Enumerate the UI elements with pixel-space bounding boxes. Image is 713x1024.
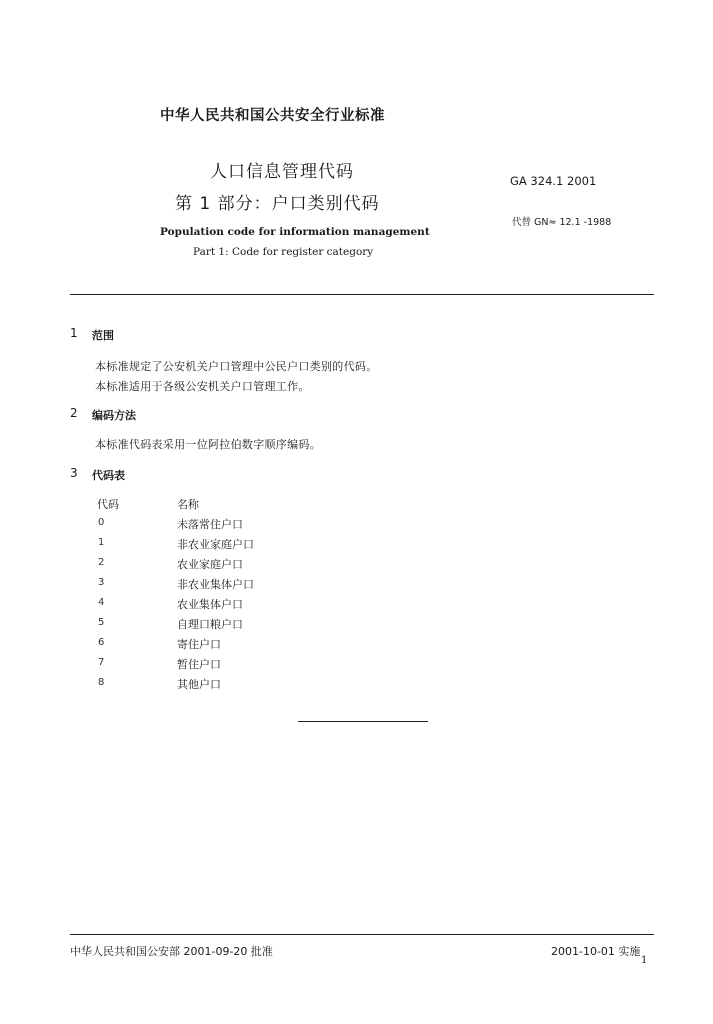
row-name: 其他户口: [177, 678, 221, 691]
row-code: 4: [98, 597, 105, 608]
row-code: 6: [98, 637, 105, 648]
row-code: 7: [98, 657, 105, 668]
row-code: 2: [98, 557, 105, 568]
section-1-paragraph: 本标准适用于各级公安机关户口管理工作。: [95, 380, 310, 393]
row-name: 未落常住户口: [177, 518, 243, 531]
standard-number: GA 324.1 2001: [510, 174, 597, 188]
row-code: 8: [98, 677, 105, 688]
section-3-number: 3: [70, 466, 78, 480]
section-1-number: 1: [70, 326, 78, 340]
section-3-title: 代码表: [92, 469, 125, 482]
page-number: 1: [641, 955, 648, 966]
row-name: 农业家庭户口: [177, 558, 243, 571]
document-title-en-line2: Part 1: Code for register category: [193, 246, 374, 258]
row-code: 0: [98, 517, 105, 528]
approval-date: 中华人民共和国公安部 2001-09-20 批准: [70, 945, 273, 958]
row-code: 3: [98, 577, 105, 588]
table-header-name: 名称: [177, 498, 199, 511]
row-name: 自理口粮户口: [177, 618, 243, 631]
replaces-note: 代替 GN≈ 12.1 -1988: [512, 217, 612, 228]
document-title-en-line1: Population code for information management: [160, 226, 430, 238]
section-1-paragraph: 本标准规定了公安机关户口管理中公民户口类别的代码。: [95, 360, 378, 373]
row-code: 1: [98, 537, 105, 548]
end-of-text-divider: [298, 721, 428, 722]
row-name: 非农业集体户口: [177, 578, 254, 591]
section-2-paragraph: 本标准代码表采用一位阿拉伯数字顺序编码。: [95, 438, 321, 451]
industry-standard-title: 中华人民共和国公共安全行业标准: [160, 108, 385, 124]
row-code: 5: [98, 617, 105, 628]
row-name: 寄住户口: [177, 638, 221, 651]
header-divider: [70, 294, 654, 295]
footer-divider: [70, 934, 654, 935]
table-header-code: 代码: [97, 498, 119, 511]
document-title-cn-line2: 第 1 部分：户口类别代码: [175, 194, 380, 214]
document-title-cn-line1: 人口信息管理代码: [210, 162, 354, 182]
section-2-title: 编码方法: [92, 409, 136, 422]
section-2-number: 2: [70, 406, 78, 420]
row-name: 非农业家庭户口: [177, 538, 254, 551]
row-name: 暂住户口: [177, 658, 221, 671]
section-1-title: 范围: [92, 329, 114, 342]
implementation-date: 2001-10-01 实施: [551, 945, 641, 958]
row-name: 农业集体户口: [177, 598, 243, 611]
